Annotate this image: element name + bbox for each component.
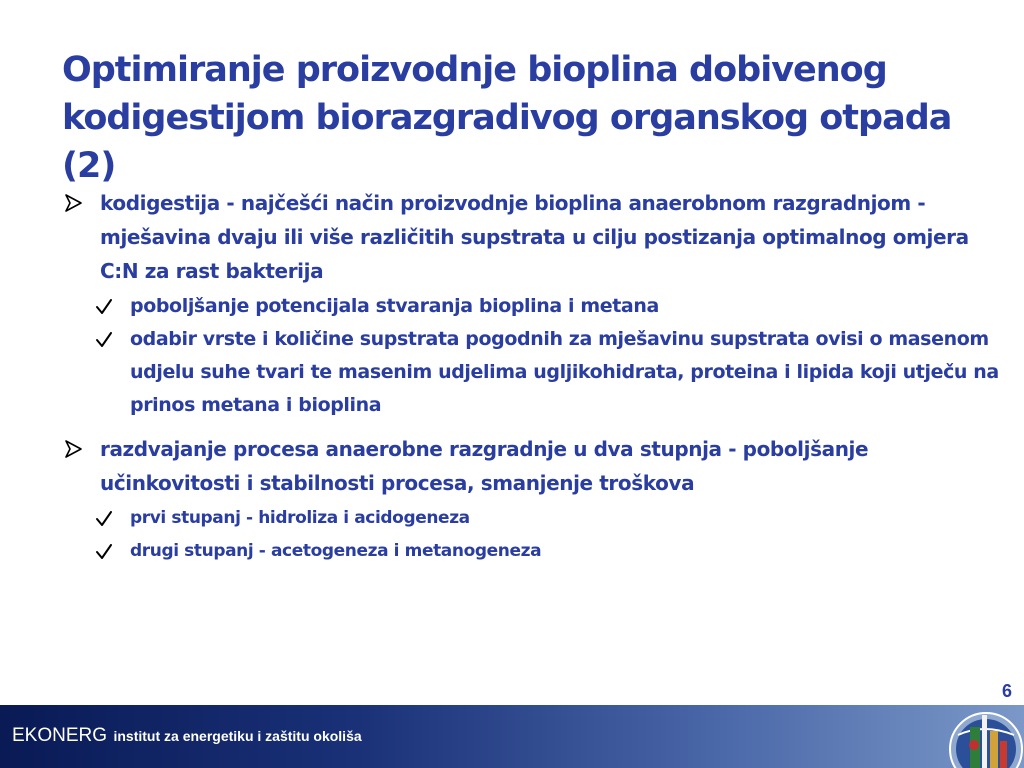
- sub-bullet-item: [62, 535, 1002, 568]
- bullet-text: kodigestija - najčešći način proizvodnje bioplina anaerobnom razgradnjom - mješavina dvaju ili više različitih supstrata u cilju postizanja optimalnog omjera C:N za rast bakterija: [100, 191, 969, 283]
- checkmark-icon: [94, 535, 114, 568]
- sub-bullet-item: [62, 323, 1002, 422]
- bullet-text: razdvajanje procesa anaerobne razgradnje u dva stupnja - poboljšanje učinkovitosti i stabilnosti procesa, smanjenje troškova: [100, 437, 869, 495]
- sub-bullet-text: poboljšanje potencijala stvaranja bioplina i metana: [130, 295, 659, 317]
- page-number: 6: [1001, 681, 1012, 701]
- arrow-bullet-icon: [62, 432, 86, 466]
- sub-bullet-text: prvi stupanj - hidroliza i acidogeneza: [130, 508, 470, 528]
- sub-bullet-item: [62, 290, 1002, 323]
- checkmark-icon: [94, 502, 114, 535]
- sub-bullet-text: odabir vrste i količine supstrata pogodnih za mješavinu supstrata ovisi o masenom udjelu suhe tvari te masenim udjelima ugljikohidrata, proteina i lipida koji utječu na prinos metana i bioplina: [130, 328, 999, 416]
- sub-bullet-text: drugi stupanj - acetogeneza i metanogeneza: [130, 541, 542, 561]
- brand-name: EKONERG: [12, 725, 108, 746]
- brand-tagline: institut za energetiku i zaštitu okoliša: [113, 728, 362, 744]
- sub-bullet-item: [62, 502, 1002, 535]
- bullet-item: [62, 186, 1002, 288]
- footer-brand: [12, 725, 362, 747]
- checkmark-icon: [94, 323, 114, 356]
- spacer: [62, 422, 1002, 432]
- slide-content: [62, 186, 1002, 568]
- ekonerg-logo-icon: [944, 705, 1024, 768]
- arrow-bullet-icon: [62, 186, 86, 220]
- checkmark-icon: [94, 290, 114, 323]
- bullet-item: [62, 432, 1002, 500]
- slide-title: Optimiranje proizvodnje bioplina dobivenog kodigestijom biorazgradivog organskog otpada (2): [62, 50, 952, 186]
- footer-bar: [0, 705, 1024, 768]
